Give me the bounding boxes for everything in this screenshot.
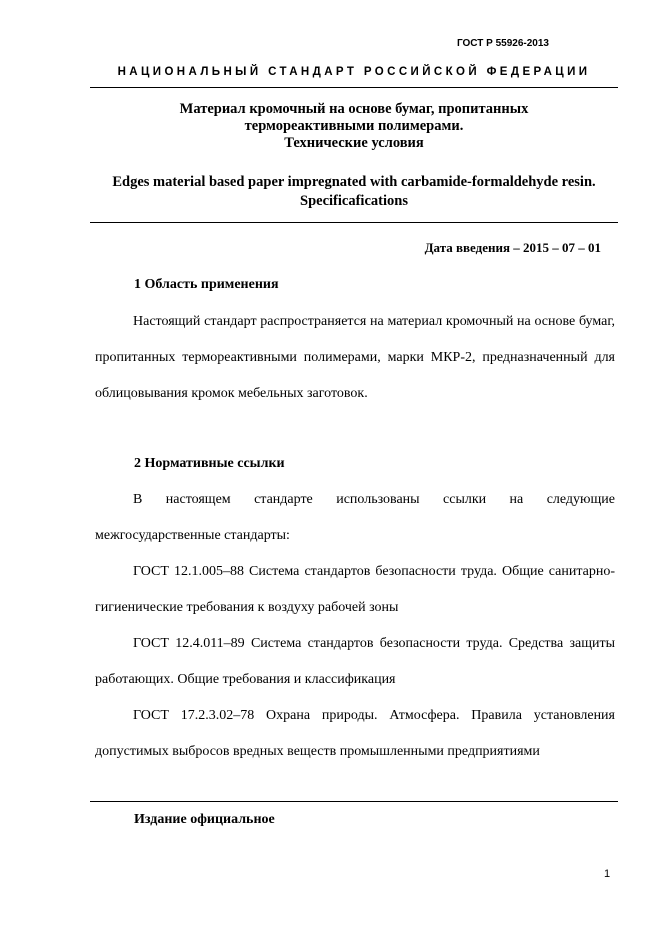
reference-gost-12-4-011: ГОСТ 12.4.011–89 Система стандартов безопасности труда. Средства защиты работающих. Общие требования и классификация <box>95 636 615 687</box>
reference-gost-17-2-3-02: ГОСТ 17.2.3.02–78 Охрана природы. Атмосфера. Правила установления допустимых выбросов вредных веществ промышленными предприятиями <box>95 708 615 759</box>
page-number: 1 <box>604 868 611 880</box>
title-rule <box>90 222 618 223</box>
title-ru-line2: термореактивными полимерами. <box>244 118 464 134</box>
header-rule <box>90 87 618 88</box>
section2-heading: 2 Нормативные ссылки <box>134 456 285 471</box>
document-code: ГОСТ Р 55926-2013 <box>456 38 549 49</box>
title-ru-line1: Материал кромочный на основе бумаг, пропитанных <box>179 101 529 117</box>
national-standard-header: НАЦИОНАЛЬНЫЙ СТАНДАРТ РОССИЙСКОЙ ФЕДЕРАЦИИ <box>117 66 591 78</box>
section2-intro: В настоящем стандарте использованы ссылки на следующие межгосударственные стандарты: <box>95 492 615 543</box>
section1-paragraph: Настоящий стандарт распространяется на материал кромочный на основе бумаг, пропитанных термореактивными полимерами, марки МКР-2, предназначенный для облицовывания кромок мебельных заготовок. <box>95 314 615 401</box>
title-en-line1: Edges material based paper impregnated with carbamide-formaldehyde resin. <box>112 174 596 190</box>
footer-rule <box>90 801 618 802</box>
official-edition-note: Издание официальное <box>134 812 275 827</box>
date-of-introduction: Дата введения – 2015 – 07 – 01 <box>424 240 601 255</box>
reference-gost-12-1-005: ГОСТ 12.1.005–88 Система стандартов безопасности труда. Общие санитарно-гигиенические требования к воздуху рабочей зоны <box>95 564 615 615</box>
title-ru-line3: Технические условия <box>284 135 424 151</box>
section1-heading: 1 Область применения <box>134 277 279 292</box>
title-en-line2: Specificafications <box>300 193 408 209</box>
